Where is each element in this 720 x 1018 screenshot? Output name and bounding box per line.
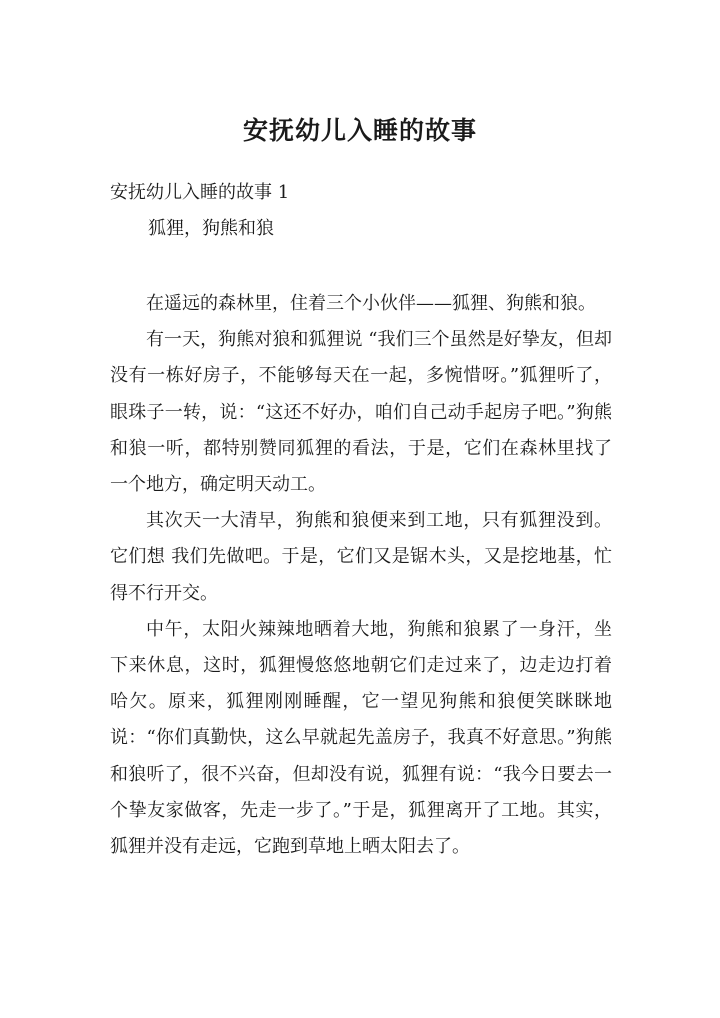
paragraph: 中午，太阳火辣辣地晒着大地，狗熊和狼累了一身汗，坐下来休息，这时，狐狸慢悠悠地朝它们走过来了，边走边打着哈欠。原来，狐狸刚刚睡醒，它一望见狗熊和狼便笑眯眯地说：“你们真勤快，这么早就起先盖房子，我真不好意思。”狗熊和狼听了，很不兴奋，但却没有说，狐狸有说：“我今日要去一个挚友家做客，先走一步了。”于是，狐狸离开了工地。其实，狐狸并没有走远，它跑到草地上晒太阳去了。 [110,618,612,858]
story-title: 狐狸，狗熊和狼 [148,218,274,239]
paragraph: 其次天一大清早，狗熊和狼便来到工地，只有狐狸没到。它们想 我们先做吧。于是，它们又是锯木头，又是挖地基，忙得不行开交。 [110,510,612,604]
document-title: 安抚幼儿入睡的故事 [242,116,477,145]
story-body [110,286,612,865]
paragraph: 在遥远的森林里，住着三个小伙伴——狐狸、狗熊和狼。 [146,293,596,314]
section-title: 安抚幼儿入睡的故事 1 [110,182,290,203]
paragraph: 有一天，狗熊对狼和狐狸说 “我们三个虽然是好挚友，但却没有一栋好房子，不能够每天在一起，多惋惜呀。”狐狸听了，眼珠子一转，说：“这还不好办，咱们自己动手起房子吧。”狗熊和狼一听，都特别赞同狐狸的看法，于是，它们在森林里找了一个地方，确定明天动工。 [110,329,612,496]
